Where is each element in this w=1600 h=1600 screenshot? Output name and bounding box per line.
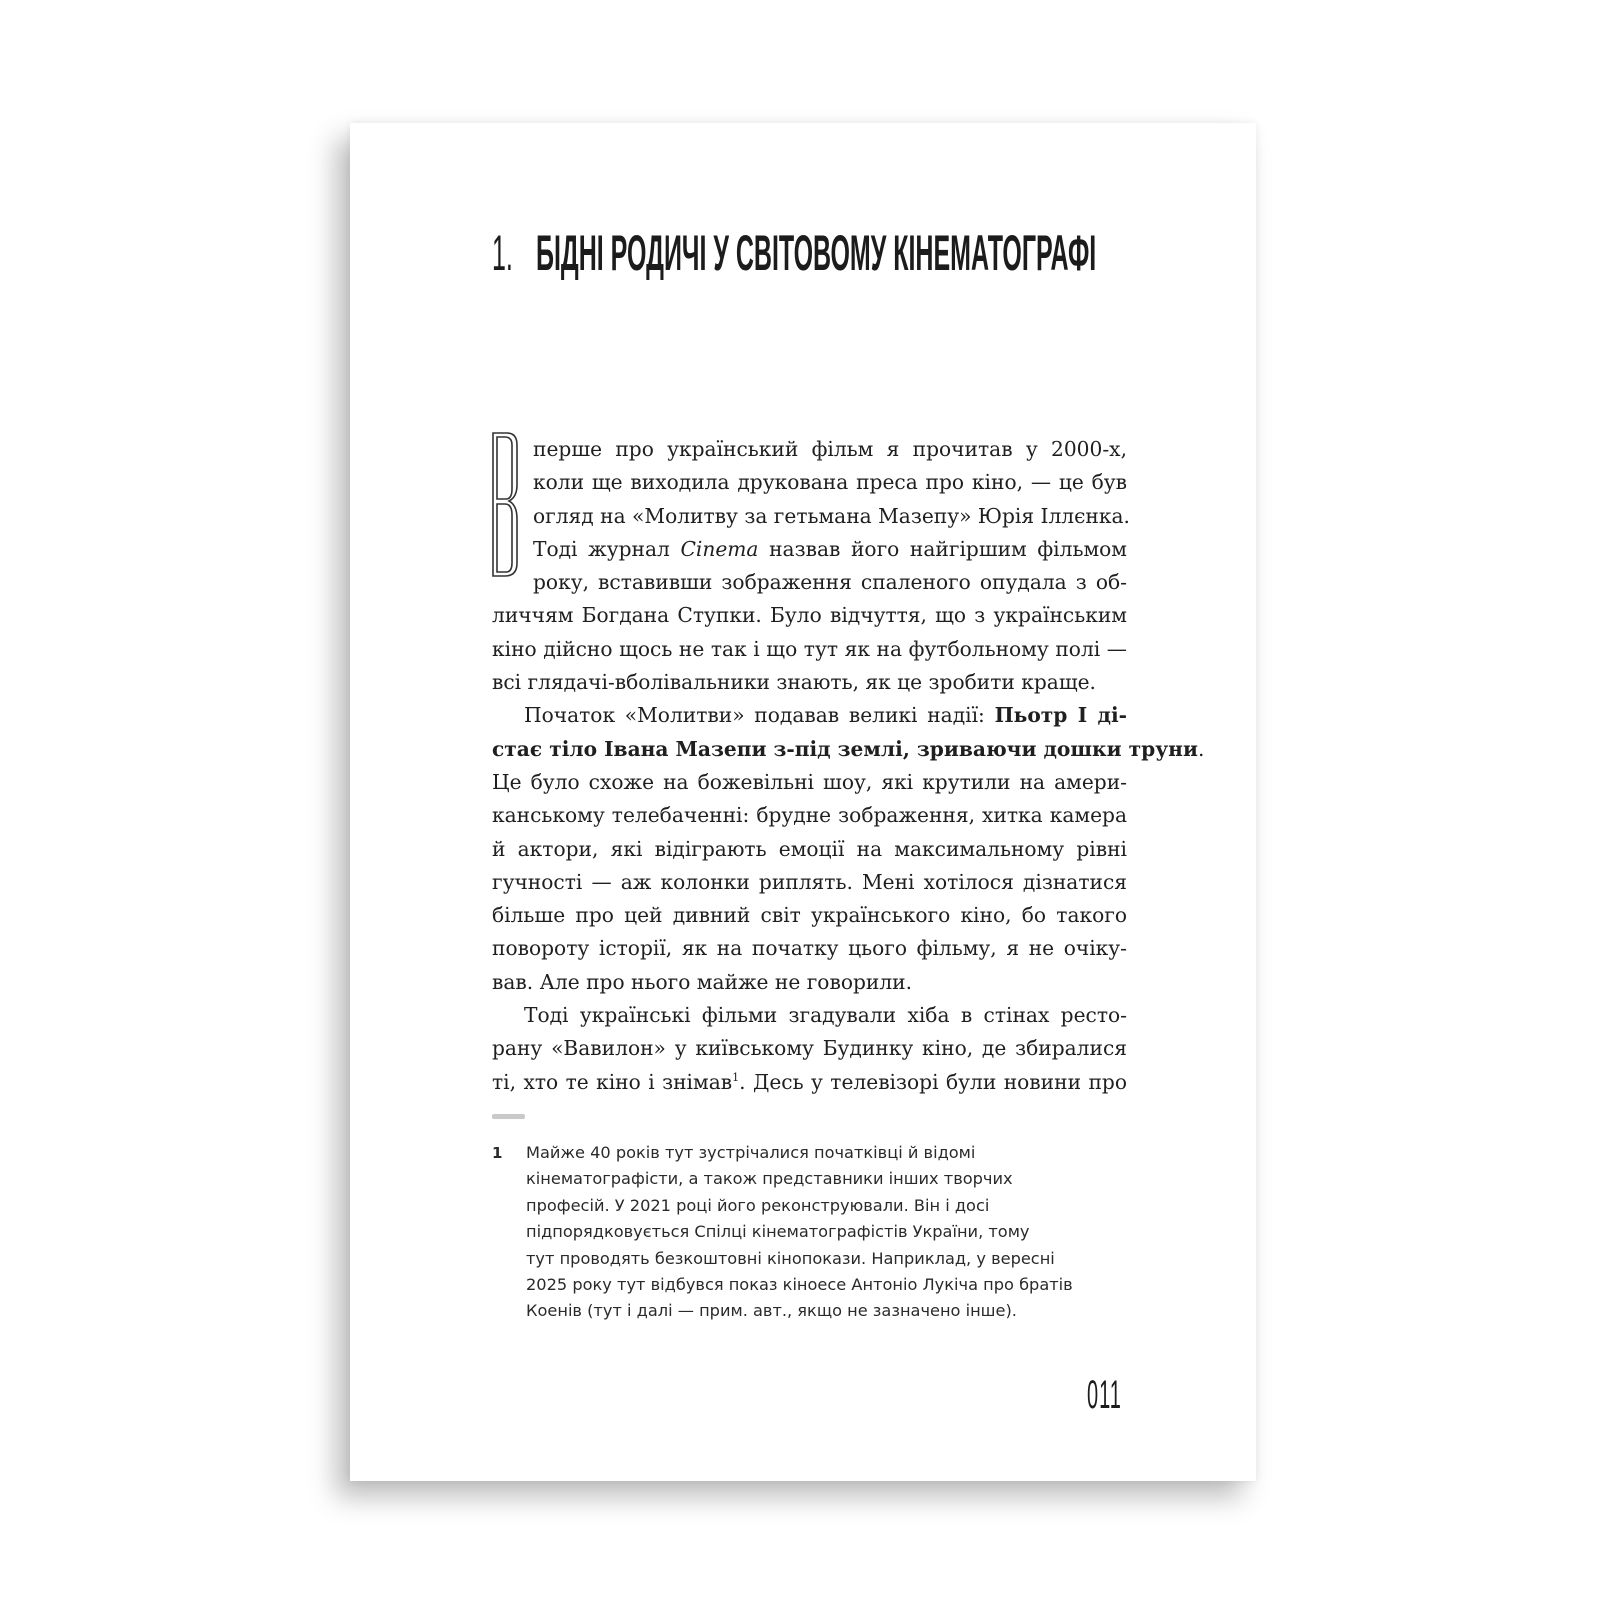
text-line: личчям Богдана Ступки. Було відчуття, що з українським — [492, 603, 1127, 628]
footnote-divider — [492, 1114, 525, 1119]
book-page — [350, 123, 1256, 1481]
footnote-text — [526, 1140, 1086, 1325]
text-line: Це було схоже на божевільні шоу, які крутили на амери- — [492, 769, 1127, 794]
bold-segment: стає тіло Івана Мазепи з-під землі, зриваючи дошки труни — [492, 736, 1198, 761]
footnote-line: тут проводять безкоштовні кінопокази. Наприклад, у вересні — [526, 1248, 1055, 1268]
text-line: рану «Вавилон» у київському Будинку кіно, де збиралися — [492, 1036, 1127, 1061]
text-line: вав. Але про нього майже не говорили. — [492, 969, 913, 994]
text-line — [492, 1066, 1127, 1099]
text-line: й актори, які відіграють емоції на максимальному рівні — [492, 836, 1127, 861]
chapter-name: БІДНІ РОДИЧІ У СВІТОВОМУ КІНЕМАТОГРАФІ — [536, 225, 1097, 281]
text-line: Тоді українські фільми згадували хіба в стінах ресто- — [524, 1003, 1127, 1028]
footnote-marker[interactable]: 1 — [732, 1070, 740, 1084]
text-segment: Тоді журнал — [533, 536, 681, 561]
text-line: гучності — аж колонки риплять. Мені хотілося дізнатися — [492, 869, 1127, 894]
text-line: перше про український фільм я прочитав у 2000-х, — [533, 437, 1127, 461]
footnote-line: підпорядковується Спілці кінематографістів України, тому — [526, 1222, 1030, 1242]
text-line — [492, 699, 1127, 732]
footnote-line: кінематографісти, а також представники інших творчих — [526, 1169, 1013, 1189]
footnote-line: професій. У 2021 році його реконструювали. Він і досі — [526, 1195, 990, 1215]
footnote-line: 2025 року тут відбувся показ кіноесе Антоніо Лукіча про братів — [526, 1275, 1073, 1295]
text-line: року, вставивши зображення спаленого опудала з об- — [533, 570, 1127, 595]
text-line: повороту історії, як на початку цього фільму, я не очіку- — [492, 936, 1127, 961]
magazine-name: Cinema — [680, 536, 759, 561]
text-line: канському телебаченні: брудне зображення, хитка камера — [492, 803, 1127, 828]
text-line — [492, 733, 1205, 766]
page-number: 011 — [1087, 1373, 1122, 1417]
text-line: огляд на «Молитву за гетьмана Мазепу» Юрія Іллєнка. — [533, 503, 1130, 528]
text-line: більше про цей дивний світ українського кіно, бо такого — [492, 903, 1127, 928]
text-line: коли ще виходила друкована преса про кіно, — це був — [533, 470, 1127, 495]
text-segment: назвав його найгіршим фільмом — [758, 536, 1128, 561]
text-segment: Початок «Молитви» подавав великі надії: — [524, 703, 995, 728]
text-segment: . Десь у телевізорі були новини про — [739, 1069, 1127, 1094]
text-segment: ті, хто те кіно і знімав — [492, 1069, 733, 1094]
bold-segment: Пьотр I ді- — [994, 703, 1127, 728]
text-segment: . — [1197, 736, 1205, 761]
text-line: всі глядачі-вболівальники знають, як це зробити краще. — [492, 670, 1096, 695]
body-text — [492, 433, 1205, 1099]
chapter-number: 1. — [492, 225, 513, 281]
footnote-number: 1 — [492, 1144, 503, 1162]
text-line — [492, 533, 1127, 566]
chapter-title — [492, 223, 1096, 283]
footnote-line: Коенів (тут і далі — прим. авт., якщо не зазначено інше). — [526, 1301, 1017, 1321]
footnote-line: Майже 40 років тут зустрічалися початківці й відомі — [526, 1143, 976, 1162]
text-line: кіно дійсно щось не так і що тут як на футбольному полі — — [492, 636, 1127, 661]
